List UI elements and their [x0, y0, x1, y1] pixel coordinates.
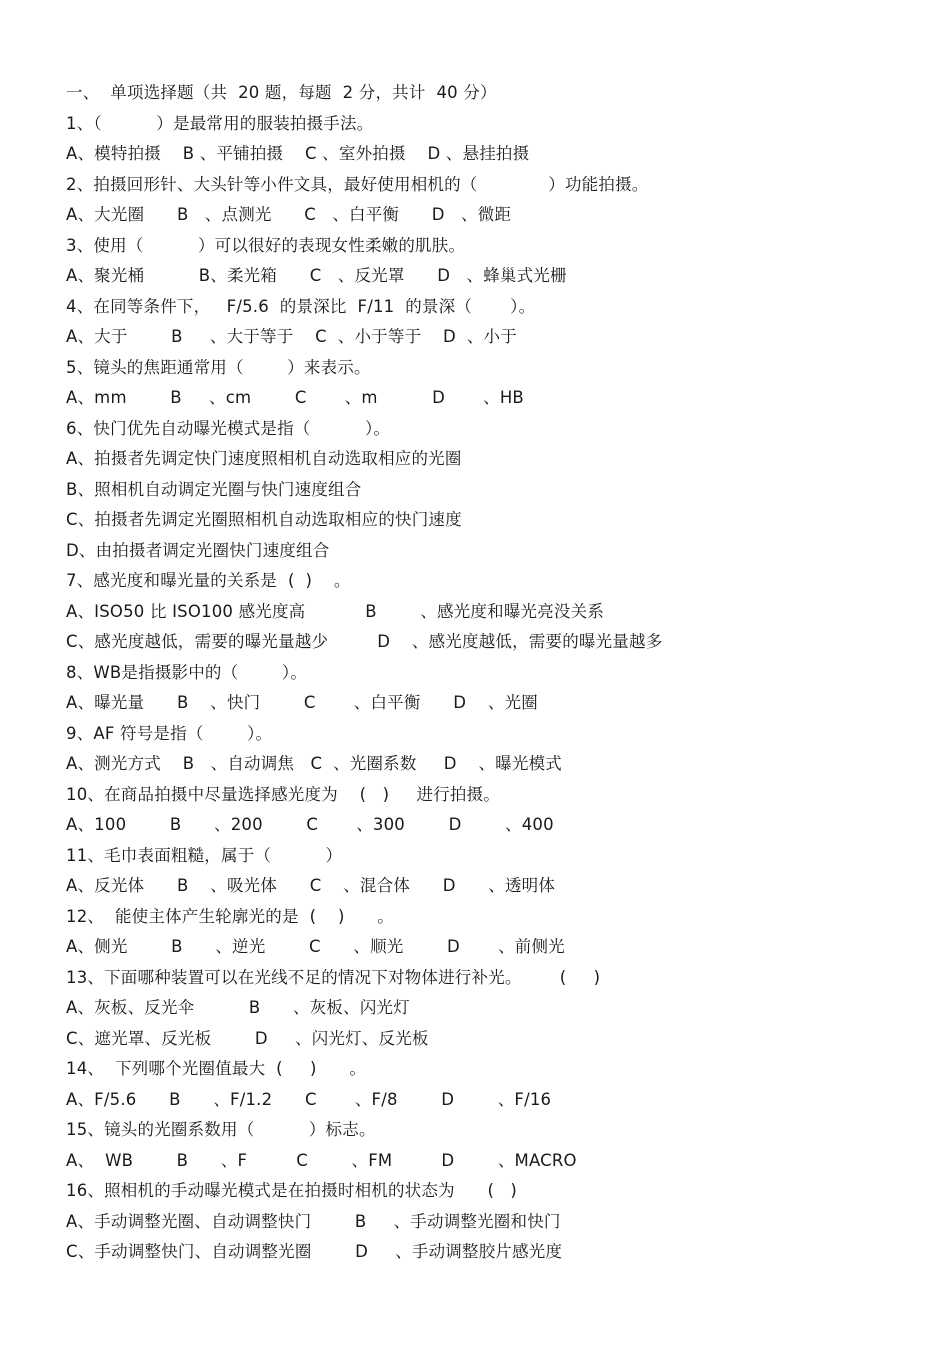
section-heading: 一、 单项选择题（共 20 题，每题 2 分，共计 40 分）: [66, 83, 497, 102]
options-12: A、侧光 B 、逆光 C 、顺光 D 、前侧光: [66, 937, 565, 956]
question-5: 5、镜头的焦距通常用（ ）来表示。: [66, 357, 371, 377]
question-12: 12、 能使主体产生轮廓光的是 ( ) 。: [66, 906, 394, 926]
options-5: A、mm B 、cm C 、m D 、HB: [66, 388, 524, 407]
options-8: A、曝光量 B 、快门 C 、白平衡 D 、光圈: [66, 693, 539, 712]
options-11: A、反光体 B 、吸光体 C 、混合体 D 、透明体: [66, 876, 556, 895]
question-6: 6、快门优先自动曝光模式是指（ ）。: [66, 418, 391, 438]
option-6a: A、拍摄者先调定快门速度照相机自动选取相应的光圈: [66, 449, 462, 468]
question-2: 2、拍摄回形针、大头针等小件文具，最好使用相机的（ ）功能拍摄。: [66, 174, 649, 194]
options-9: A、测光方式 B 、自动调焦 C 、光圈系数 D 、曝光模式: [66, 754, 562, 773]
question-1: 1、（ ）是最常用的服装拍摄手法。: [66, 113, 374, 133]
options-3: A、聚光桶 B、柔光箱 C 、反光罩 D 、蜂巢式光栅: [66, 266, 567, 285]
question-list: [66, 78, 906, 1268]
option-6b: B、照相机自动调定光圈与快门速度组合: [66, 479, 362, 499]
question-8: 8、WB是指摄影中的（ ）。: [66, 662, 308, 682]
question-10: 10、在商品拍摄中尽量选择感光度为 ( ) 进行拍摄。: [66, 784, 501, 804]
question-15: 15、镜头的光圈系数用（ ）标志。: [66, 1120, 376, 1139]
options-13ab: A、灰板、反光伞 B 、灰板、闪光灯: [66, 998, 410, 1017]
question-14: 14、 下列哪个光圈值最大 ( ) 。: [66, 1059, 367, 1078]
question-4: 4、在同等条件下， F/5.6 的景深比 F/11 的景深（ ）。: [66, 296, 536, 316]
question-13: 13、下面哪种装置可以在光线不足的情况下对物体进行补光。 ( ): [66, 967, 601, 987]
option-6d: D、由拍摄者调定光圈快门速度组合: [66, 540, 330, 560]
options-4: A、大于 B 、大于等于 C 、小于等于 D 、小于: [66, 327, 517, 346]
options-7cd: C、感光度越低，需要的曝光量越少 D 、感光度越低，需要的曝光量越多: [66, 632, 663, 651]
options-16ab: A、手动调整光圈、自动调整快门 B 、手动调整光圈和快门: [66, 1211, 561, 1231]
options-10: A、100 B 、200 C 、300 D 、400: [66, 815, 554, 834]
options-1: A、模特拍摄 B 、平铺拍摄 C 、室外拍摄 D 、悬挂拍摄: [66, 144, 530, 163]
options-15: A、 WB B 、F C 、FM D 、MACRO: [66, 1150, 577, 1170]
question-7: 7、感光度和曝光量的关系是 ( ) 。: [66, 571, 351, 590]
option-6c: C、拍摄者先调定光圈照相机自动选取相应的快门速度: [66, 510, 462, 529]
question-9: 9、AF 符号是指（ ）。: [66, 723, 273, 743]
question-16: 16、照相机的手动曝光模式是在拍摄时相机的状态为 ( ): [66, 1181, 518, 1200]
question-11: 11、毛巾表面粗糙，属于（ ）: [66, 845, 343, 865]
options-13cd: C、遮光罩、反光板 D 、闪光灯、反光板: [66, 1028, 429, 1048]
options-14: A、F/5.6 B 、F/1.2 C 、F/8 D 、F/16: [66, 1089, 552, 1109]
options-7ab: A、ISO50 比 ISO100 感光度高 B 、感光度和曝光亮没关系: [66, 601, 605, 621]
options-16cd: C、手动调整快门、自动调整光圈 D 、手动调整胶片感光度: [66, 1242, 563, 1261]
question-3: 3、使用（ ）可以很好的表现女性柔嫩的肌肤。: [66, 235, 466, 255]
options-2: A、大光圈 B 、点测光 C 、白平衡 D 、微距: [66, 205, 512, 224]
